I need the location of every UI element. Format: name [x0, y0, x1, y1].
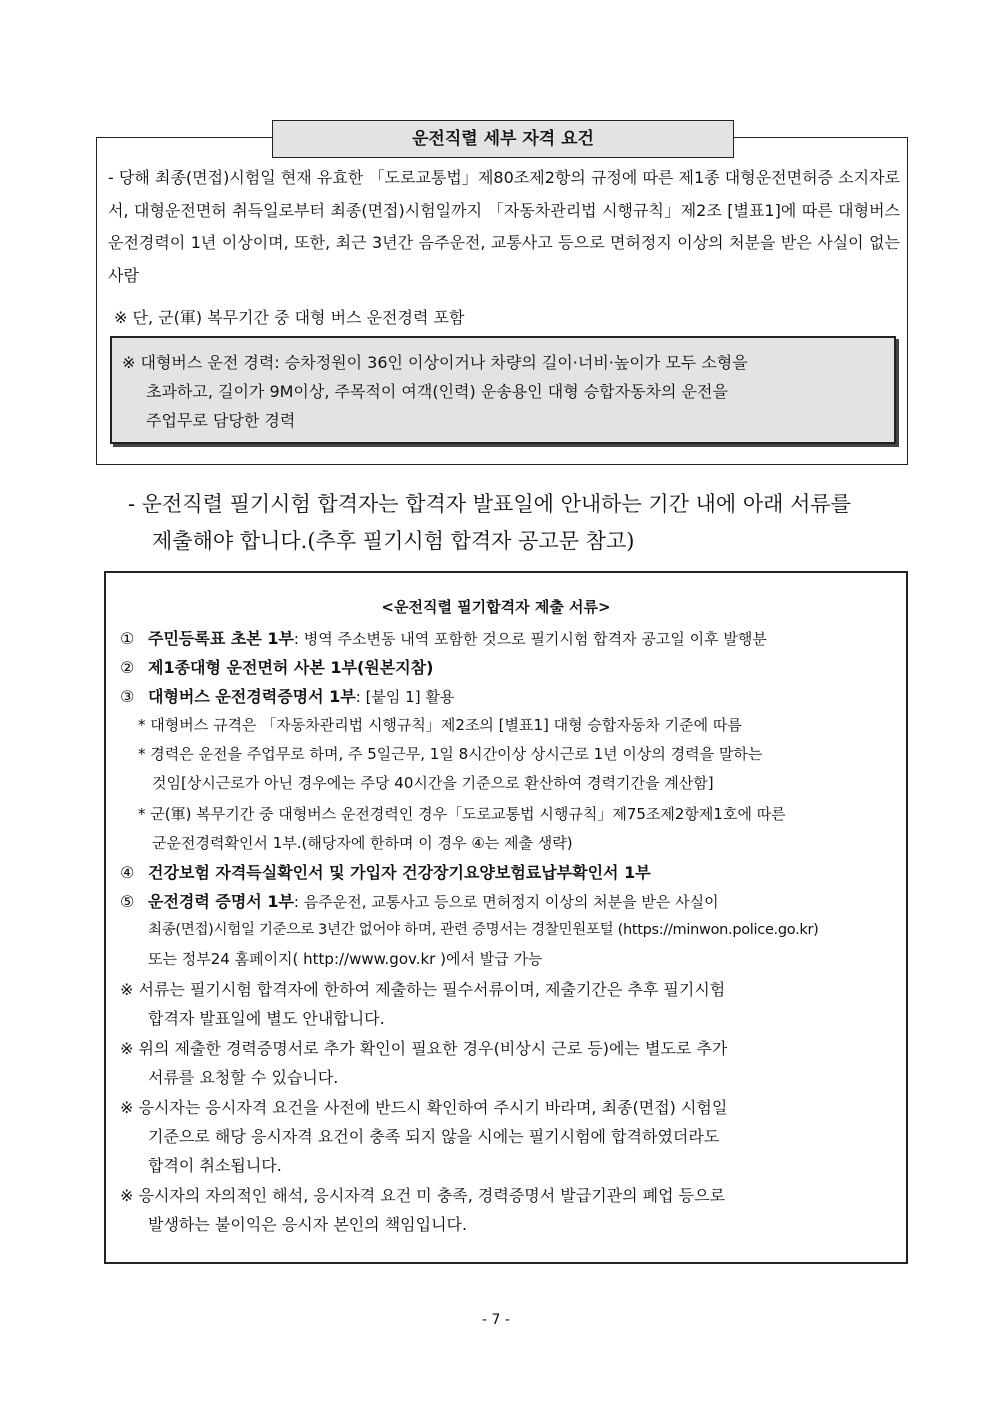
- definition-line: ※ 대형버스 운전 경력: 승차정원이 36인 이상이거나 차량의 길이·너비·높이가 모두 소형을: [122, 353, 748, 372]
- document-item-3-sub-3-cont: 군운전경력확인서 1부.(해당자에 한하며 이 경우 ④는 제출 생략): [152, 834, 573, 852]
- note-line: ※ 위의 제출한 경력증명서로 추가 확인이 필요한 경우(비상시 근로 등)에는 별도로 추가: [120, 1039, 728, 1058]
- note-line: 발생하는 불이익은 응시자 본인의 책임입니다.: [148, 1215, 468, 1234]
- document-item-1: ① 주민등록표 초본 1부: 병역 주소변동 내역 포함한 것으로 필기시험 합격자 공고일 이후 발행분: [120, 629, 767, 648]
- intro-line-2: 제출해야 합니다.(추후 필기시험 합격자 공고문 참고): [152, 529, 635, 553]
- definition-line: 초과하고, 길이가 9M이상, 주목적이 여객(인력) 운송용인 대형 승합자동차의 운전을: [146, 382, 728, 401]
- page-number: - 7 -: [482, 1312, 510, 1328]
- document-item-5-cont: 최종(면접)시험일 기준으로 3년간 없어야 하며, 관련 증명서는 경찰민원포털 (https://minwon.police.go.kr): [148, 922, 819, 938]
- definition-line: 주업무로 담당한 경력: [146, 411, 296, 430]
- documents-title: <운전직렬 필기합격자 제출 서류>: [381, 598, 611, 616]
- document-item-3-sub-3: * 군(軍) 복무기간 중 대형버스 운전경력인 경우「도로교통법 시행규칙」제75조제2항제1호에 따른: [138, 805, 786, 823]
- qualification-note: ※ 단, 군(軍) 복무기간 중 대형 버스 운전경력 포함: [114, 308, 465, 327]
- definition-box: [110, 336, 896, 444]
- document-item-3-sub-2-cont: 것임[상시근로가 아닌 경우에는 주당 40시간을 기준으로 환산하여 경력기간을 계산함]: [152, 774, 714, 792]
- note-line: ※ 응시자는 응시자격 요건을 사전에 반드시 확인하여 주시기 바라며, 최종(면접) 시험일: [120, 1098, 728, 1117]
- document-item-5: ⑤ 운전경력 증명서 1부: 음주운전, 교통사고 등으로 면허정지 이상의 처분을 받은 사실이: [120, 892, 719, 911]
- document-item-5-cont: 또는 정부24 홈페이지( http://www.gov.kr )에서 발급 가능: [148, 950, 543, 968]
- note-line: ※ 응시자의 자의적인 해석, 응시자격 요건 미 충족, 경력증명서 발급기관의 폐업 등으로: [120, 1186, 726, 1205]
- qualification-title: 운전직렬 세부 자격 요건: [272, 120, 734, 158]
- document-item-3: ③ 대형버스 운전경력증명서 1부: [붙임 1] 활용: [120, 687, 455, 706]
- document-item-4: ④ 건강보험 자격득실확인서 및 가입자 건강장기요양보험료납부확인서 1부: [120, 863, 651, 882]
- note-line: 서류를 요청할 수 있습니다.: [148, 1068, 339, 1087]
- note-line: 합격자 발표일에 별도 안내합니다.: [148, 1009, 385, 1028]
- intro-line-1: - 운전직렬 필기시험 합격자는 합격자 발표일에 안내하는 기간 내에 아래 서류를: [128, 492, 851, 516]
- document-item-3-sub-2: * 경력은 운전을 주업무로 하며, 주 5일근무, 1일 8시간이상 상시근로 1년 이상의 경력을 말하는: [138, 745, 763, 763]
- note-line: 기준으로 해당 응시자격 요건이 충족 되지 않을 시에는 필기시험에 합격하였더라도: [148, 1127, 720, 1146]
- qualification-body: - 당해 최종(면접)시험일 현재 유효한 「도로교통법」제80조제2항의 규정에 따른 제1종 대형운전면허증 소지자로서, 대형운전면허 취득일로부터 최종(면접)시험일까지 「자동차관리법 시행규칙」제2조 [별표1]에 따른 대형버스 운전경력이 1년 이상이며, 또한, 최근 3년간 음주운전, 교통사고 등으로 면허정지 이상의 처분을 받은 사실이 없는 사람: [108, 168, 900, 285]
- document-item-2: ② 제1종대형 운전면허 사본 1부(원본지참): [120, 658, 434, 677]
- note-line: ※ 서류는 필기시험 합격자에 한하여 제출하는 필수서류이며, 제출기간은 추후 필기시험: [120, 980, 726, 999]
- note-line: 합격이 취소됩니다.: [148, 1156, 282, 1175]
- document-item-3-sub-1: * 대형버스 규격은 「자동차관리법 시행규칙」제2조의 [별표1] 대형 승합자동차 기준에 따름: [138, 716, 742, 734]
